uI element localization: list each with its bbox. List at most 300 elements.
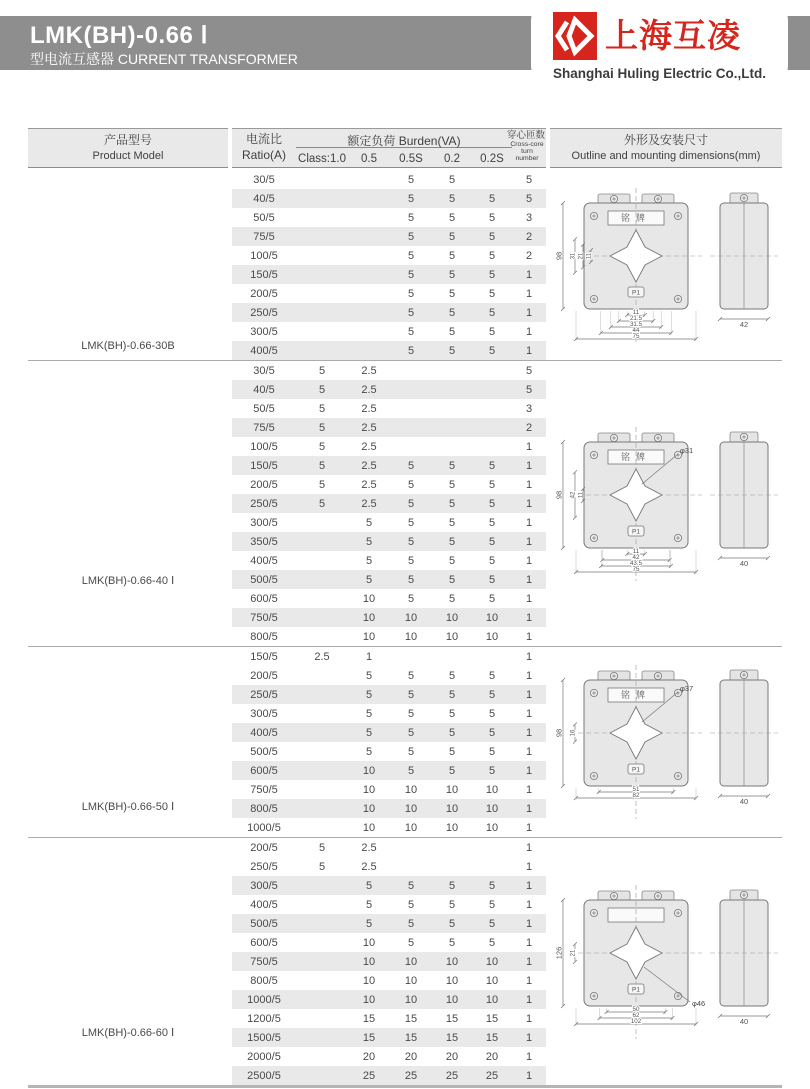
cell-turn-number: 3 <box>525 402 533 415</box>
cell-burden: 5 <box>448 592 456 605</box>
table-row <box>232 380 546 399</box>
cell-burden: 5 <box>318 364 326 377</box>
table-row <box>232 627 546 646</box>
cell-burden: 10 <box>485 955 499 968</box>
cell-burden: 15 <box>362 1031 376 1044</box>
cell-burden: 5 <box>407 325 415 338</box>
cell-burden: 10 <box>485 993 499 1006</box>
table-row <box>232 914 546 933</box>
table-row <box>232 341 546 360</box>
cell-burden: 5 <box>448 249 456 262</box>
table-row <box>232 303 546 322</box>
cell-ratio: 75/5 <box>253 230 275 243</box>
cell-burden: 5 <box>318 841 326 854</box>
table-row <box>232 952 546 971</box>
cell-burden: 5 <box>407 936 415 949</box>
cell-burden: 5 <box>488 898 496 911</box>
cell-ratio: 250/5 <box>250 497 278 510</box>
svg-text:21: 21 <box>578 252 585 260</box>
outline-drawing <box>550 647 782 837</box>
cell-burden: 5 <box>448 344 456 357</box>
svg-text:铭牌: 铭牌 <box>620 213 652 223</box>
cell-burden: 2.5 <box>361 459 377 472</box>
svg-text:43.5: 43.5 <box>629 559 643 567</box>
table-row <box>232 551 546 570</box>
cell-burden: 5 <box>365 898 373 911</box>
cell-burden: 20 <box>445 1050 459 1063</box>
cell-burden: 5 <box>448 516 456 529</box>
table-row <box>232 780 546 799</box>
cell-turn-number: 1 <box>525 611 533 624</box>
cell-burden: 5 <box>365 726 373 739</box>
table-row <box>232 361 546 380</box>
cell-burden: 2.5 <box>361 860 377 873</box>
cell-burden: 5 <box>407 344 415 357</box>
cell-ratio: 250/5 <box>250 860 278 873</box>
cell-burden: 5 <box>448 268 456 281</box>
cell-burden: 10 <box>445 611 459 624</box>
table-row <box>232 227 546 246</box>
cell-turn-number: 1 <box>525 669 533 682</box>
cell-turn-number: 1 <box>525 955 533 968</box>
cell-ratio: 200/5 <box>250 287 278 300</box>
svg-text:φ37: φ37 <box>680 684 694 693</box>
cell-turn-number: 1 <box>525 1031 533 1044</box>
cell-ratio: 200/5 <box>250 841 278 854</box>
cell-burden: 5 <box>407 268 415 281</box>
cell-burden: 5 <box>448 325 456 338</box>
cell-ratio: 800/5 <box>250 802 278 815</box>
company-logo-icon <box>553 12 597 60</box>
product-model-label: LMK(BH)-0.66-50 Ⅰ <box>81 801 175 813</box>
cell-ratio: 150/5 <box>250 268 278 281</box>
ratio-rows <box>232 170 546 360</box>
cell-burden: 5 <box>365 554 373 567</box>
cell-burden: 15 <box>485 1031 499 1044</box>
cell-turn-number: 1 <box>525 841 533 854</box>
cell-burden: 2.5 <box>361 497 377 510</box>
cell-burden: 2.5 <box>361 421 377 434</box>
cell-burden: 5 <box>448 173 456 186</box>
cell-burden: 10 <box>404 802 418 815</box>
cell-burden: 2.5 <box>361 841 377 854</box>
table-row <box>232 475 546 494</box>
cell-ratio: 2500/5 <box>247 1069 281 1082</box>
header-turn-en-1: Cross-core <box>510 140 544 148</box>
cell-turn-number: 1 <box>525 898 533 911</box>
cell-burden: 10 <box>485 611 499 624</box>
cell-burden: 10 <box>362 630 376 643</box>
cell-burden: 10 <box>485 783 499 796</box>
cell-turn-number: 2 <box>525 230 533 243</box>
cell-burden: 5 <box>448 554 456 567</box>
cell-burden: 5 <box>488 249 496 262</box>
cell-burden: 15 <box>404 1031 418 1044</box>
cell-burden: 5 <box>318 478 326 491</box>
cell-turn-number: 1 <box>525 268 533 281</box>
cell-ratio: 1500/5 <box>247 1031 281 1044</box>
table-row <box>232 876 546 895</box>
cell-turn-number: 1 <box>525 1069 533 1082</box>
cell-burden: 5 <box>448 306 456 319</box>
company-name-cn: 上海互凌 <box>605 17 741 54</box>
cell-burden: 10 <box>362 821 376 834</box>
svg-text:82: 82 <box>632 792 640 799</box>
company-name-en: Shanghai Huling Electric Co.,Ltd. <box>552 66 766 81</box>
outline-drawing <box>550 361 782 646</box>
cell-burden: 5 <box>448 745 456 758</box>
cell-burden: 5 <box>407 554 415 567</box>
cell-turn-number: 1 <box>525 726 533 739</box>
ratio-rows <box>232 361 546 646</box>
cell-burden: 2.5 <box>361 402 377 415</box>
svg-text:11: 11 <box>632 547 640 555</box>
cell-burden: 5 <box>407 459 415 472</box>
cell-ratio: 2000/5 <box>247 1050 281 1063</box>
svg-text:31: 31 <box>570 252 577 260</box>
cell-burden: 5 <box>365 745 373 758</box>
cell-burden: 2.5 <box>361 478 377 491</box>
table-row <box>232 532 546 551</box>
cell-burden: 10 <box>485 821 499 834</box>
cell-burden: 5 <box>407 306 415 319</box>
cell-burden: 5 <box>407 592 415 605</box>
svg-text:42: 42 <box>739 320 749 329</box>
cell-burden: 25 <box>445 1069 459 1082</box>
cell-burden: 5 <box>407 173 415 186</box>
header-ratio-cn: 电流比 <box>245 132 282 147</box>
cell-turn-number: 1 <box>525 516 533 529</box>
cell-ratio: 400/5 <box>250 726 278 739</box>
cell-ratio: 150/5 <box>250 650 278 663</box>
cell-turn-number: 1 <box>525 764 533 777</box>
cell-burden: 10 <box>362 936 376 949</box>
cell-ratio: 30/5 <box>253 364 275 377</box>
cell-burden: 2.5 <box>361 364 377 377</box>
cell-ratio: 40/5 <box>253 383 275 396</box>
header-burden-title: 额定负荷 Burden(VA) <box>296 132 512 148</box>
cell-burden: 5 <box>407 192 415 205</box>
cell-burden: 10 <box>362 592 376 605</box>
cell-burden: 5 <box>407 917 415 930</box>
cell-burden: 10 <box>445 802 459 815</box>
cell-turn-number: 1 <box>525 344 533 357</box>
cell-turn-number: 5 <box>525 383 533 396</box>
header-outline-cn: 外形及安装尺寸 <box>623 133 708 148</box>
svg-text:P1: P1 <box>632 986 640 993</box>
cell-ratio: 1000/5 <box>247 821 281 834</box>
cell-burden: 5 <box>448 688 456 701</box>
table-row <box>232 570 546 589</box>
svg-text:40: 40 <box>739 1016 749 1026</box>
cell-burden: 5 <box>407 211 415 224</box>
cell-burden: 5 <box>488 573 496 586</box>
cell-burden: 5 <box>365 669 373 682</box>
cell-burden: 5 <box>488 192 496 205</box>
product-model-label: LMK(BH)-0.66-40 Ⅰ <box>81 575 175 587</box>
svg-text:98: 98 <box>554 251 564 261</box>
cell-burden: 5 <box>488 268 496 281</box>
cell-burden: 10 <box>404 974 418 987</box>
header-turn-number <box>506 130 546 169</box>
cell-turn-number: 1 <box>525 993 533 1006</box>
cell-burden: 5 <box>488 592 496 605</box>
cell-ratio: 200/5 <box>250 669 278 682</box>
cell-burden: 5 <box>488 325 496 338</box>
cell-burden: 5 <box>448 917 456 930</box>
svg-text:31.5: 31.5 <box>629 321 643 328</box>
cell-turn-number: 1 <box>525 440 533 453</box>
cell-burden: 5 <box>488 764 496 777</box>
cell-burden: 5 <box>365 688 373 701</box>
cell-burden: 5 <box>407 726 415 739</box>
table-row <box>232 666 546 685</box>
cell-burden: 10 <box>362 764 376 777</box>
cell-burden: 5 <box>365 573 373 586</box>
table-row <box>232 685 546 704</box>
cell-turn-number: 1 <box>525 860 533 873</box>
table-row <box>232 990 546 1009</box>
cell-burden: 10 <box>445 783 459 796</box>
cell-burden: 5 <box>448 478 456 491</box>
cell-burden: 15 <box>445 1012 459 1025</box>
table-row <box>232 265 546 284</box>
cell-turn-number: 2 <box>525 421 533 434</box>
cell-turn-number: 1 <box>525 459 533 472</box>
cell-turn-number: 1 <box>525 650 533 663</box>
table-row <box>232 399 546 418</box>
cell-burden: 5 <box>488 211 496 224</box>
svg-text:98: 98 <box>554 728 564 738</box>
cell-burden: 5 <box>448 764 456 777</box>
cell-burden: 2.5 <box>361 440 377 453</box>
product-model-label: LMK(BH)-0.66-60 Ⅰ <box>81 1027 175 1039</box>
cell-ratio: 400/5 <box>250 344 278 357</box>
table-row <box>232 170 546 189</box>
cell-burden: 20 <box>485 1050 499 1063</box>
cell-ratio: 600/5 <box>250 764 278 777</box>
header-product-model-en: Product Model <box>92 149 164 162</box>
cell-turn-number: 1 <box>525 707 533 720</box>
cell-ratio: 100/5 <box>250 249 278 262</box>
cell-burden: 5 <box>318 440 326 453</box>
cell-ratio: 75/5 <box>253 421 275 434</box>
table-row <box>232 857 546 876</box>
table-row <box>232 647 546 666</box>
ratio-rows <box>232 838 546 1085</box>
model-block <box>28 361 782 647</box>
svg-text:φ31: φ31 <box>680 445 694 455</box>
header-product-model <box>28 128 228 168</box>
cell-burden: 10 <box>445 955 459 968</box>
page-title: LMK(BH)-0.66 Ⅰ <box>30 22 209 49</box>
cell-turn-number: 1 <box>525 592 533 605</box>
svg-text:40: 40 <box>739 558 749 568</box>
table-row <box>232 742 546 761</box>
cell-ratio: 800/5 <box>250 630 278 643</box>
table-row <box>232 971 546 990</box>
svg-text:φ46: φ46 <box>692 998 706 1008</box>
cell-turn-number: 1 <box>525 535 533 548</box>
cell-ratio: 40/5 <box>253 192 275 205</box>
cell-burden: 10 <box>445 821 459 834</box>
cell-burden: 5 <box>318 421 326 434</box>
cell-burden: 5 <box>407 573 415 586</box>
cell-burden: 5 <box>448 726 456 739</box>
table-row <box>232 513 546 532</box>
ratio-rows <box>232 647 546 837</box>
svg-text:11: 11 <box>578 491 585 498</box>
svg-text:16: 16 <box>570 729 577 737</box>
cell-burden: 5 <box>488 688 496 701</box>
cell-burden: 5 <box>488 497 496 510</box>
cell-burden: 5 <box>407 745 415 758</box>
cell-ratio: 300/5 <box>250 707 278 720</box>
cell-turn-number: 1 <box>525 879 533 892</box>
cell-burden: 5 <box>407 230 415 243</box>
cell-turn-number: 1 <box>525 287 533 300</box>
cell-burden: 5 <box>407 478 415 491</box>
cell-burden: 5 <box>407 516 415 529</box>
cell-ratio: 50/5 <box>253 402 275 415</box>
cell-ratio: 1000/5 <box>247 993 281 1006</box>
cell-burden: 20 <box>404 1050 418 1063</box>
table-row <box>232 494 546 513</box>
cell-burden: 5 <box>318 459 326 472</box>
cell-turn-number: 5 <box>525 173 533 186</box>
svg-text:98: 98 <box>554 490 564 499</box>
svg-text:铭牌: 铭牌 <box>620 451 652 462</box>
cell-turn-number: 1 <box>525 325 533 338</box>
cell-burden: 20 <box>362 1050 376 1063</box>
cell-burden: 10 <box>445 974 459 987</box>
cell-burden: 10 <box>404 611 418 624</box>
cell-burden: 5 <box>488 726 496 739</box>
cell-burden: 15 <box>445 1031 459 1044</box>
cell-turn-number: 5 <box>525 364 533 377</box>
cell-burden: 10 <box>485 974 499 987</box>
cell-burden: 5 <box>488 287 496 300</box>
header-class-0_2s: 0.2S <box>480 153 504 165</box>
cell-burden: 5 <box>318 402 326 415</box>
cell-ratio: 300/5 <box>250 516 278 529</box>
svg-text:铭牌: 铭牌 <box>620 690 652 700</box>
cell-burden: 15 <box>485 1012 499 1025</box>
cell-ratio: 750/5 <box>250 783 278 796</box>
svg-text:P1: P1 <box>632 289 640 297</box>
cell-burden: 5 <box>318 860 326 873</box>
cell-burden: 5 <box>488 516 496 529</box>
cell-ratio: 500/5 <box>250 573 278 586</box>
cell-burden: 10 <box>445 993 459 1006</box>
header-outline-en: Outline and mounting dimensions(mm) <box>571 149 761 162</box>
header-product-model-cn: 产品型号 <box>103 133 152 148</box>
cell-ratio: 1200/5 <box>247 1012 281 1025</box>
cell-ratio: 600/5 <box>250 936 278 949</box>
cell-ratio: 400/5 <box>250 898 278 911</box>
cell-burden: 25 <box>362 1069 376 1082</box>
cell-burden: 10 <box>445 630 459 643</box>
cell-turn-number: 1 <box>525 974 533 987</box>
header-class-0_5: 0.5 <box>361 153 377 165</box>
cell-burden: 5 <box>365 516 373 529</box>
cell-burden: 5 <box>318 383 326 396</box>
cell-burden: 5 <box>488 478 496 491</box>
cell-burden: 5 <box>407 764 415 777</box>
cell-ratio: 250/5 <box>250 688 278 701</box>
svg-text:42: 42 <box>632 553 640 561</box>
svg-text:P1: P1 <box>632 528 640 535</box>
cell-burden: 10 <box>404 783 418 796</box>
cell-burden: 5 <box>448 535 456 548</box>
header-turn-en-2: turn <box>521 147 533 155</box>
svg-text:75: 75 <box>632 333 640 340</box>
spec-table-header <box>28 128 782 168</box>
cell-turn-number: 1 <box>525 745 533 758</box>
cell-ratio: 500/5 <box>250 745 278 758</box>
spec-table-body <box>28 170 782 1088</box>
svg-text:11: 11 <box>632 309 640 316</box>
cell-turn-number: 1 <box>525 802 533 815</box>
cell-ratio: 250/5 <box>250 306 278 319</box>
cell-burden: 15 <box>404 1012 418 1025</box>
cell-ratio: 600/5 <box>250 592 278 605</box>
cell-burden: 10 <box>362 955 376 968</box>
cell-burden: 10 <box>485 802 499 815</box>
outline-drawing <box>550 170 782 360</box>
cell-burden: 5 <box>488 230 496 243</box>
cell-burden: 15 <box>362 1012 376 1025</box>
model-block <box>28 647 782 838</box>
table-row <box>232 608 546 627</box>
outline-drawing <box>550 838 782 1085</box>
table-row <box>232 284 546 303</box>
cell-turn-number: 1 <box>525 497 533 510</box>
svg-text:21.5: 21.5 <box>629 315 643 322</box>
table-row <box>232 418 546 437</box>
table-row <box>232 818 546 837</box>
cell-burden: 5 <box>407 249 415 262</box>
cell-burden: 10 <box>362 974 376 987</box>
header-outline <box>550 128 782 168</box>
svg-text:21: 21 <box>570 949 577 956</box>
cell-burden: 5 <box>488 306 496 319</box>
cell-turn-number: 1 <box>525 630 533 643</box>
logo-panel <box>531 4 788 82</box>
cell-burden: 5 <box>488 707 496 720</box>
cell-burden: 5 <box>448 669 456 682</box>
cell-burden: 5 <box>488 879 496 892</box>
cell-turn-number: 1 <box>525 917 533 930</box>
cell-burden: 5 <box>448 573 456 586</box>
header-turn-en-3: number <box>515 155 539 163</box>
cell-burden: 5 <box>488 554 496 567</box>
page-subtitle: 型电流互感器 CURRENT TRANSFORMER <box>30 51 298 67</box>
table-row <box>232 208 546 227</box>
cell-burden: 5 <box>407 287 415 300</box>
cell-ratio: 750/5 <box>250 611 278 624</box>
cell-turn-number: 1 <box>525 306 533 319</box>
cell-burden: 5 <box>407 898 415 911</box>
model-block <box>28 170 782 361</box>
cell-burden: 5 <box>448 192 456 205</box>
table-row <box>232 723 546 742</box>
cell-burden: 5 <box>488 917 496 930</box>
table-row <box>232 761 546 780</box>
header-middle-group <box>232 128 546 168</box>
svg-text:75: 75 <box>632 565 640 573</box>
cell-ratio: 300/5 <box>250 879 278 892</box>
